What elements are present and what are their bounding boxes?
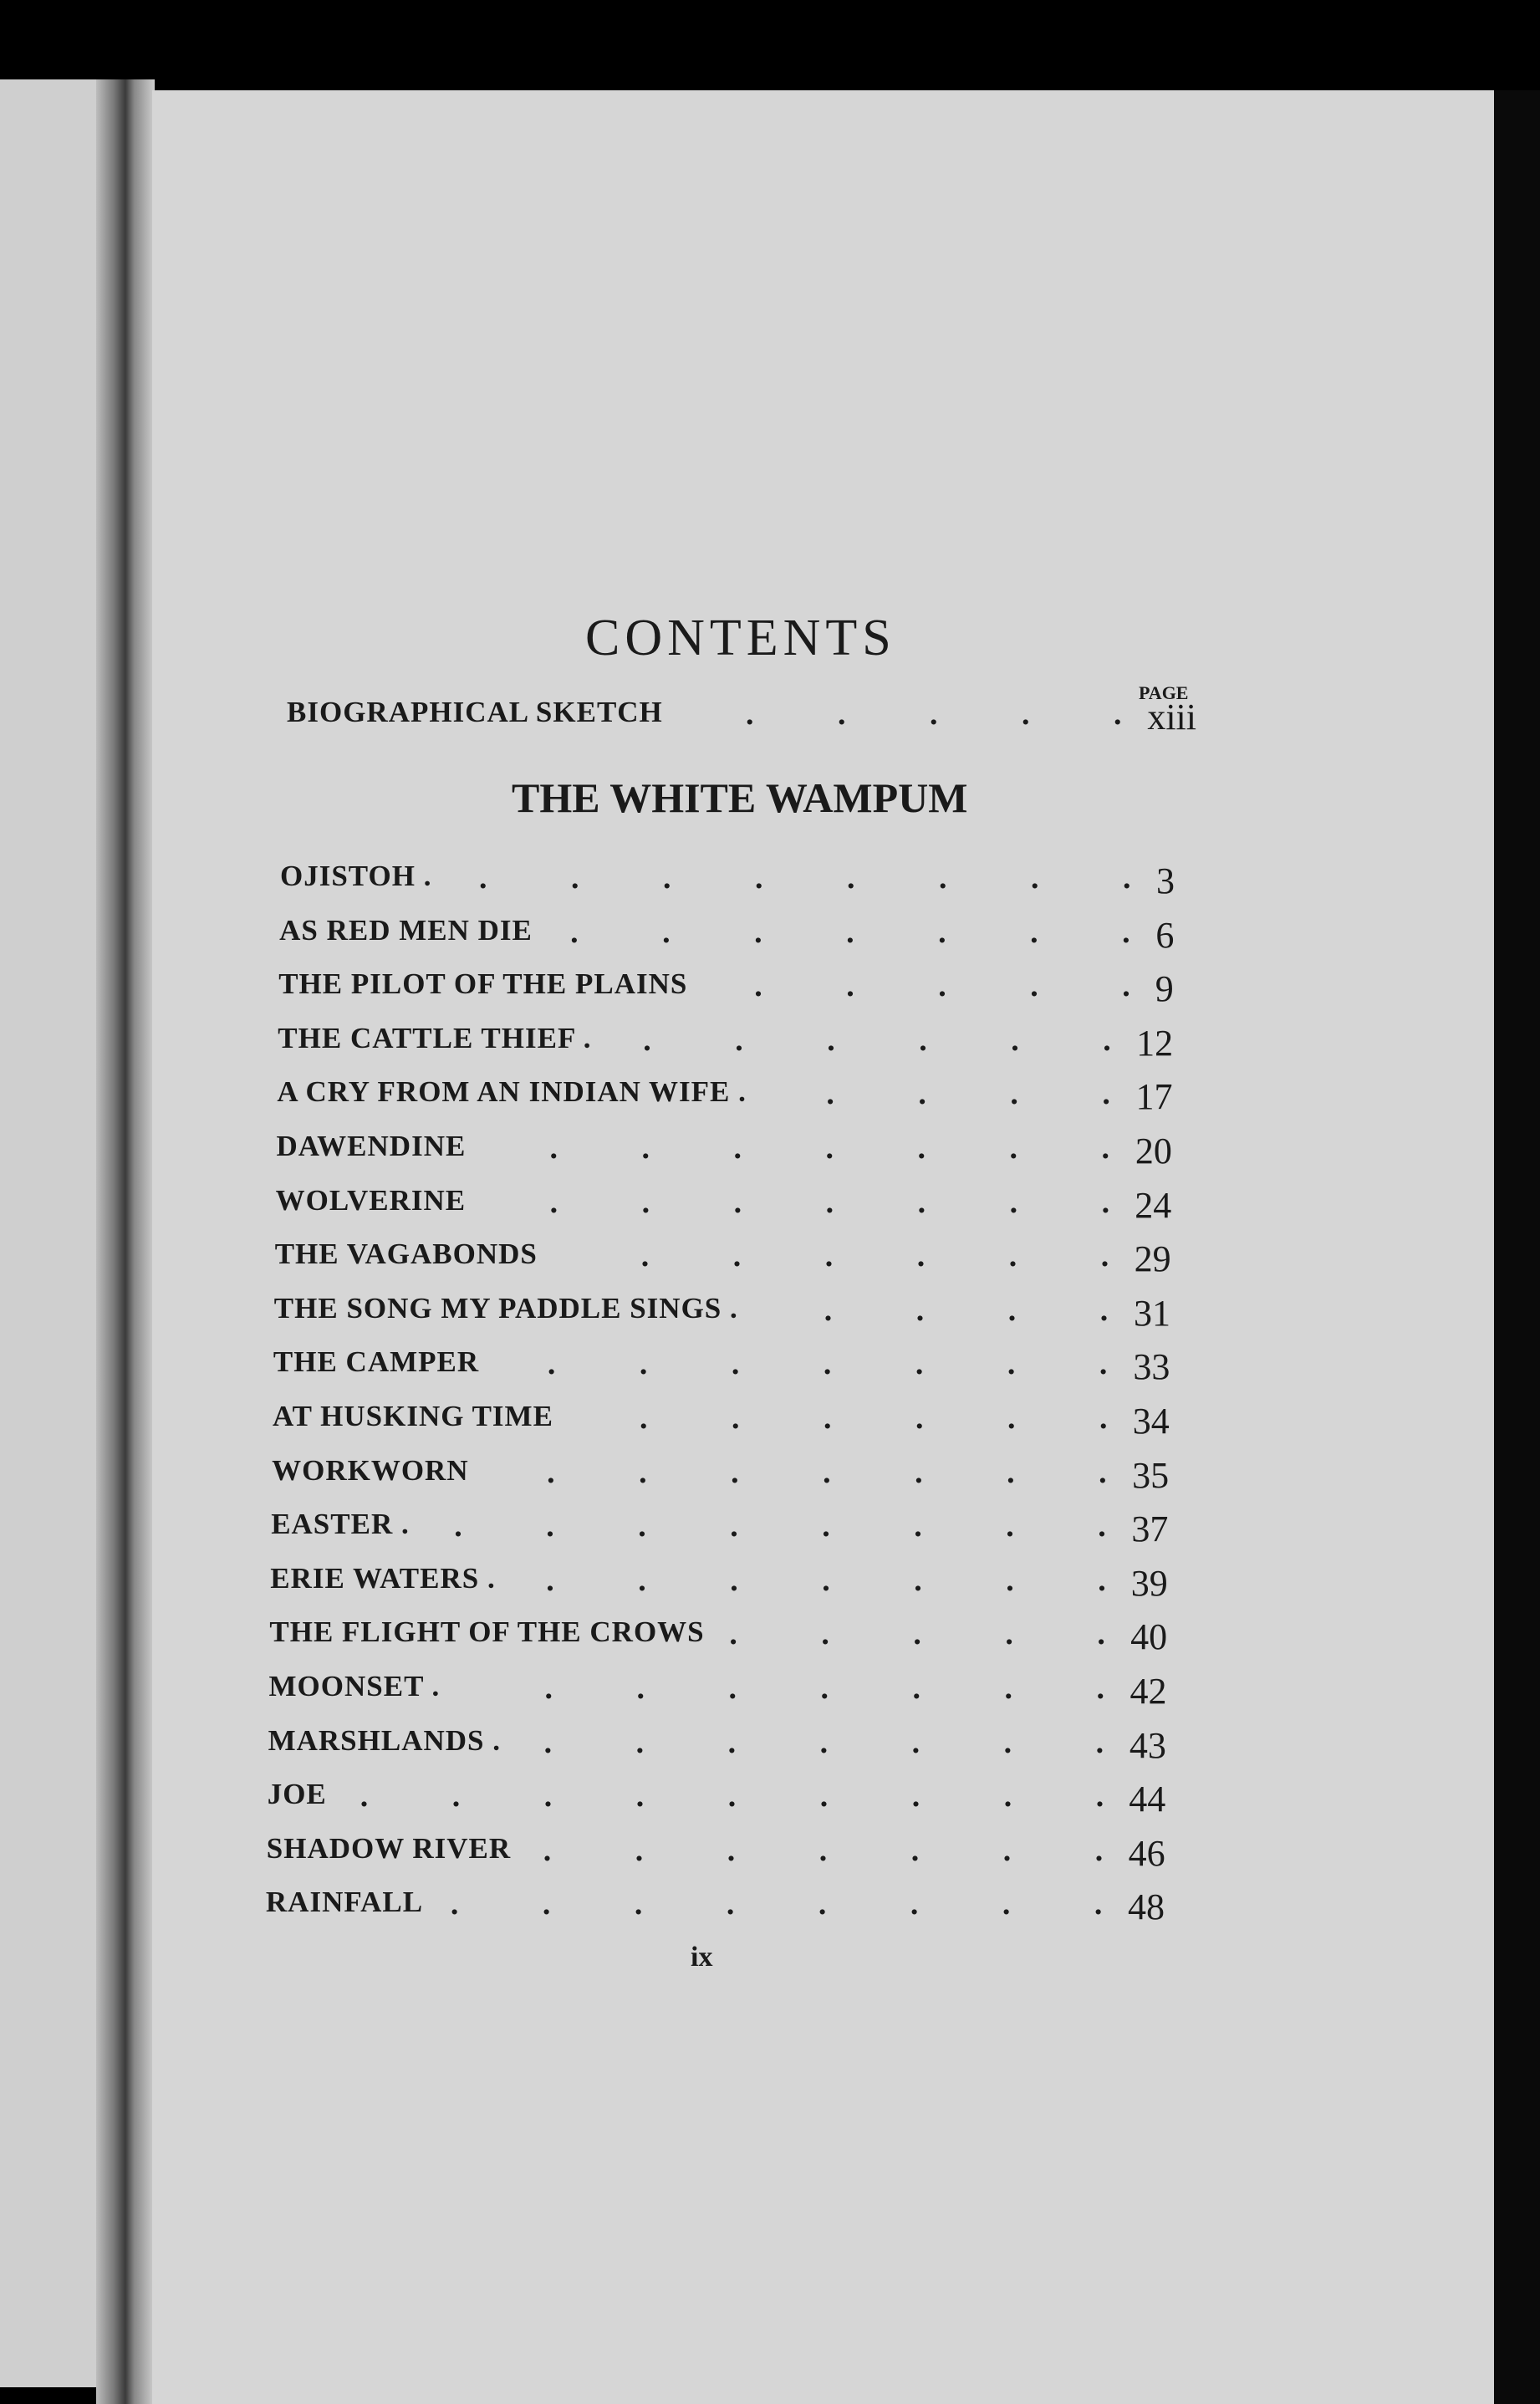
dot-leader: . [911, 1724, 920, 1760]
dot-leader: . [663, 860, 671, 896]
dot-leader: . [916, 1238, 926, 1274]
dot-leader: . [1007, 1401, 1016, 1436]
dot-leader: . [636, 1671, 645, 1706]
dot-leader: . [910, 1832, 920, 1868]
dot-leader: . [912, 1671, 920, 1706]
dot-leader: . [938, 914, 946, 950]
toc-entry [271, 1508, 1168, 1558]
dot-leader: . [915, 1292, 925, 1328]
entry-page: 20 [1135, 1131, 1172, 1171]
entry-page: 29 [1134, 1238, 1171, 1280]
dot-leader: . [640, 1238, 650, 1274]
dot-leader: . [1122, 968, 1130, 1004]
dot-leader: . [819, 1779, 829, 1814]
entry-page: 31 [1133, 1292, 1170, 1334]
dot-leader: . [938, 968, 946, 1004]
entry-title: THE CAMPER [273, 1345, 480, 1379]
front-matter-entry [287, 696, 1196, 746]
dot-leader: . [727, 1779, 737, 1814]
entry-title: ERIE WATERS . [270, 1561, 496, 1595]
dot-leader: . [547, 1454, 555, 1490]
toc-entry [268, 1778, 1166, 1828]
toc-entry [267, 1832, 1165, 1882]
toc-entry [278, 967, 1174, 1018]
dot-leader: . [542, 1886, 551, 1922]
dot-leader: . [824, 1238, 834, 1274]
dot-leader: . [454, 1508, 462, 1544]
entry-title: THE FLIGHT OF THE CROWS [269, 1615, 705, 1649]
toc-entry [269, 1615, 1167, 1666]
dot-leader: . [635, 1832, 644, 1868]
dot-leader: . [639, 1346, 648, 1382]
dot-leader: . [930, 697, 938, 732]
scan-border [1494, 90, 1540, 2404]
toc-entry [269, 1670, 1167, 1720]
entry-title: JOE [267, 1778, 327, 1811]
dot-leader: . [727, 1724, 737, 1760]
dot-leader: . [915, 1401, 924, 1436]
entry-title: MOONSET . [268, 1670, 441, 1702]
dot-leader: . [549, 1184, 558, 1220]
dot-leader: . [635, 1779, 645, 1814]
entry-page: 42 [1130, 1671, 1167, 1712]
entry-title: WORKWORN [272, 1453, 469, 1487]
entry-page: 37 [1131, 1508, 1169, 1550]
dot-leader: . [729, 1616, 737, 1652]
dot-leader: . [1096, 1671, 1104, 1706]
entry-title: DAWENDINE [276, 1130, 467, 1162]
dot-leader: . [1094, 1832, 1104, 1868]
dot-leader: . [846, 968, 854, 1004]
dot-leader: . [1095, 1779, 1104, 1814]
page-column-label: PAGE [1139, 682, 1189, 703]
entry-title: AT HUSKING TIME [273, 1400, 553, 1432]
dot-leader: . [643, 1022, 651, 1058]
toc-entry [275, 1238, 1171, 1288]
dot-leader: . [1099, 1454, 1107, 1490]
toc-entry [277, 1075, 1172, 1125]
dot-leader: . [822, 1562, 830, 1598]
entry-page: 24 [1135, 1184, 1172, 1226]
entry-page: 3 [1156, 860, 1175, 901]
toc-entry [270, 1562, 1168, 1612]
dot-leader: . [820, 1671, 829, 1706]
dot-leader: . [1009, 1184, 1018, 1220]
dot-leader: . [1008, 1238, 1017, 1274]
dot-leader: . [1099, 1346, 1108, 1382]
dot-leader: . [917, 1184, 926, 1220]
toc-entry [272, 1454, 1169, 1504]
toc-entry [273, 1345, 1170, 1396]
entry-page: 9 [1155, 968, 1174, 1010]
dot-leader: . [1009, 1131, 1017, 1166]
dot-leader: . [1094, 1886, 1103, 1922]
dot-leader: . [824, 1292, 833, 1328]
dot-leader: . [543, 1832, 552, 1868]
toc-entry [279, 914, 1174, 964]
dot-leader: . [1007, 1292, 1017, 1328]
dot-leader: . [838, 697, 846, 732]
dot-leader: . [1003, 1779, 1012, 1814]
toc-entry [266, 1886, 1165, 1936]
dot-leader: . [730, 1562, 738, 1598]
dot-leader: . [1004, 1671, 1012, 1706]
dot-leader: . [822, 1508, 830, 1544]
dot-leader: . [731, 1454, 739, 1490]
dot-leader: . [638, 1508, 646, 1544]
dot-leader: . [570, 914, 579, 950]
dot-leader: . [918, 1076, 926, 1112]
dot-leader: . [662, 914, 671, 950]
entry-page: 43 [1129, 1724, 1166, 1766]
entry-title: MARSHLANDS . [268, 1723, 502, 1757]
dot-leader: . [827, 1022, 835, 1058]
entry-title: RAINFALL [265, 1886, 424, 1919]
entry-title: THE CATTLE THIEF . [278, 1021, 592, 1054]
dot-leader: . [846, 914, 854, 950]
entry-page: 39 [1130, 1562, 1168, 1604]
entry-title: BIOGRAPHICAL SKETCH [287, 696, 663, 728]
dot-leader: . [1122, 914, 1130, 950]
entry-title: A CRY FROM AN INDIAN WIFE . [277, 1075, 747, 1109]
entry-title: THE PILOT OF THE PLAINS [278, 967, 688, 1001]
entry-title: EASTER . [271, 1508, 410, 1541]
section-title: THE WHITE WAMPUM [512, 774, 968, 821]
toc-entry [273, 1400, 1170, 1450]
book-gutter [96, 79, 155, 2404]
dot-leader: . [479, 860, 487, 896]
dot-leader: . [1100, 1238, 1109, 1274]
dot-leader: . [823, 1454, 831, 1490]
dot-leader: . [450, 1886, 459, 1922]
dot-leader: . [1099, 1292, 1109, 1328]
dot-leader: . [727, 1832, 736, 1868]
dot-leader: . [543, 1724, 553, 1760]
dot-leader: . [451, 1779, 461, 1814]
dot-leader: . [919, 1022, 927, 1058]
dot-leader: . [732, 1401, 740, 1436]
dot-leader: . [543, 1779, 553, 1814]
dot-leader: . [915, 1454, 923, 1490]
dot-leader: . [1099, 1401, 1108, 1436]
dot-leader: . [1006, 1508, 1014, 1544]
page-folio: ix [691, 1942, 713, 1973]
dot-leader: . [1007, 1454, 1015, 1490]
dot-leader: . [546, 1562, 554, 1598]
dot-leader: . [735, 1022, 743, 1058]
dot-leader: . [1002, 1886, 1011, 1922]
dot-leader: . [818, 1832, 828, 1868]
dot-leader: . [730, 1508, 738, 1544]
dot-leader: . [1097, 1616, 1105, 1652]
dot-leader: . [1011, 1022, 1019, 1058]
dot-leader: . [914, 1508, 922, 1544]
dot-leader: . [641, 1131, 650, 1166]
toc-entry [268, 1724, 1166, 1774]
dot-leader: . [640, 1401, 648, 1436]
toc-entry [277, 1130, 1172, 1180]
dot-leader: . [1002, 1832, 1012, 1868]
dot-leader: . [754, 968, 762, 1004]
dot-leader: . [1003, 1724, 1012, 1760]
dot-leader: . [733, 1131, 742, 1166]
dot-leader: . [939, 860, 947, 896]
entry-page: 33 [1133, 1346, 1170, 1388]
dot-leader: . [1101, 1131, 1109, 1166]
dot-leader: . [571, 860, 579, 896]
dot-leader: . [1114, 697, 1122, 732]
entry-page: 40 [1130, 1616, 1168, 1658]
dot-leader: . [913, 1616, 921, 1652]
dot-leader: . [728, 1671, 737, 1706]
dot-leader: . [732, 1238, 742, 1274]
dot-leader: . [819, 1724, 829, 1760]
entry-title: SHADOW RIVER [266, 1831, 512, 1865]
dot-leader: . [914, 1562, 922, 1598]
entry-title: AS RED MEN DIE [279, 913, 533, 947]
dot-leader: . [546, 1508, 554, 1544]
dot-leader: . [823, 1346, 832, 1382]
dot-leader: . [549, 1131, 558, 1166]
dot-leader: . [755, 860, 763, 896]
entry-title: THE SONG MY PADDLE SINGS . [273, 1291, 738, 1324]
dot-leader: . [1103, 1022, 1111, 1058]
dot-leader: . [1095, 1724, 1104, 1760]
dot-leader: . [825, 1131, 834, 1166]
dot-leader: . [1022, 697, 1030, 732]
dot-leader: . [638, 1562, 646, 1598]
dot-leader: . [1098, 1508, 1106, 1544]
entry-title: OJISTOH . [280, 860, 432, 892]
dot-leader: . [1030, 968, 1038, 1004]
contents-heading: CONTENTS [585, 610, 896, 666]
entry-page: 48 [1128, 1886, 1165, 1928]
dot-leader: . [910, 1886, 919, 1922]
dot-leader: . [824, 1401, 832, 1436]
dot-leader: . [634, 1886, 643, 1922]
dot-leader: . [733, 1184, 742, 1220]
dot-leader: . [1007, 1346, 1016, 1382]
dot-leader: . [826, 1076, 834, 1112]
dot-leader: . [1102, 1076, 1110, 1112]
entry-title: THE VAGABONDS [274, 1238, 538, 1271]
dot-leader: . [635, 1724, 645, 1760]
entry-page: 34 [1132, 1401, 1170, 1442]
dot-leader: . [1101, 1184, 1110, 1220]
dot-leader: . [641, 1184, 650, 1220]
dot-leader: . [754, 914, 762, 950]
dot-leader: . [1030, 914, 1038, 950]
entry-page: 17 [1135, 1076, 1173, 1118]
entry-title: WOLVERINE [275, 1183, 467, 1217]
dot-leader: . [911, 1779, 920, 1814]
dot-leader: . [821, 1616, 829, 1652]
toc-entry [274, 1292, 1170, 1342]
dot-leader: . [847, 860, 855, 896]
dot-leader: . [1006, 1562, 1014, 1598]
dot-leader: . [731, 1346, 740, 1382]
dot-leader: . [915, 1346, 924, 1382]
entry-page: 6 [1155, 914, 1175, 956]
dot-leader: . [1010, 1076, 1018, 1112]
dot-leader: . [547, 1346, 556, 1382]
dot-leader: . [917, 1131, 926, 1166]
toc-entry [276, 1184, 1172, 1234]
dot-leader: . [639, 1454, 647, 1490]
dot-leader: . [726, 1886, 735, 1922]
entry-page: 46 [1128, 1832, 1165, 1874]
entry-page: 44 [1129, 1779, 1166, 1820]
toc-entry [278, 1022, 1173, 1072]
dot-leader: . [1031, 860, 1039, 896]
dot-leader: . [818, 1886, 827, 1922]
dot-leader: . [1098, 1562, 1106, 1598]
entry-page: 12 [1136, 1022, 1174, 1064]
dot-leader: . [360, 1779, 369, 1814]
entry-page: xiii [1147, 697, 1196, 738]
entry-page: 35 [1132, 1454, 1170, 1496]
dot-leader: . [1123, 860, 1131, 896]
dot-leader: . [544, 1671, 553, 1706]
dot-leader: . [746, 697, 754, 732]
toc-entry [280, 860, 1175, 910]
dot-leader: . [825, 1184, 834, 1220]
dot-leader: . [1005, 1616, 1013, 1652]
